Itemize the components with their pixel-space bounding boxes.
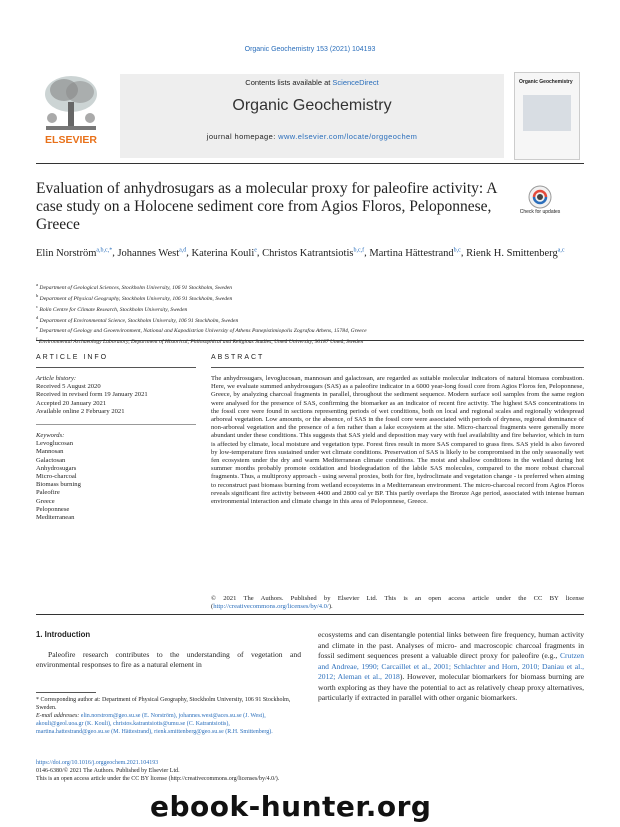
header-rule (36, 163, 584, 164)
author-4[interactable] (262, 248, 364, 259)
affiliation-key: d (36, 314, 39, 320)
footnote-rule (36, 692, 96, 693)
author-3[interactable] (192, 248, 257, 259)
affiliation-item (36, 281, 586, 292)
license-end: ). (328, 603, 333, 611)
corresponding-author-note: * Corresponding author at: Department of Physical Geography, Stockholm University, 106 91 Stockholm, Sweden. (36, 697, 291, 711)
affiliation-key: f (36, 336, 38, 342)
keyword: Mediterranean (36, 514, 75, 522)
check-for-updates-label: Check for updates (519, 209, 561, 215)
elsevier-wordmark: ELSEVIER (45, 134, 97, 146)
keywords-divider (36, 424, 196, 426)
keyword: Anhydrosugars (36, 464, 77, 472)
author-affiliation-marks: a,d (179, 247, 187, 253)
keyword: Levoglucosan (36, 440, 73, 448)
keyword: Biomass burning (36, 481, 81, 489)
abstract-text: The anhydrosugars, levoglucosan, mannosan and galactosan, are regarded as suitable molecular indicators of natural biomass combustion. Here, we evaluate summed anhydrosugars (SAS) as a paleofire indicator in a 6000 year-long fossil core from Agios Floros fen, Peloponnese, Greece, by analyzing charcoal fragments in parallel, throughout the sediment sequence. Modern surface soil samples from the same region were analysed for the presence of SAS, confirming the biomarker as an indicator of recent fire activity. The highest SAS concentrations in the fossil core were found in sections representing periods of wet conditions, both on local and regional scales and regionally widespread arboreal vegetation. Low amounts, or the absence, of SAS in the fossil core were associated with periods of dryness, regional dominance of non-arboreal vegetation and the presence of a fen rather than a lake ecosystem at the site. Micro-charcoal fragments were generally more abundant under these conditions. This suggests that SAS yield and deposition may vary with fuel availability and fire behavior, which in turn is affected by climate, local moisture and vegetation type. Forest fires result in more SAS compared to grass fires. SAS yield is also favored by low-temperature fires sustained under wet climate conditions. Preservation of SAS is likely to be compromised in the only seasonally wet fen ecosystem under the dry and warm Mediterranean climate conditions. The moist and shallow conditions in the wetland during hot summer months probably promote oxidation and biodegradation of the labile SAS molecules, compared to the more robust charcoal fragments. Thus, a multiproxy approach - using several proxies, both for fire, hydroclimate and vegetation change - is preferred when aiming to reconstruct past biomass burning from wetland ecosystems in a Mediterranean environment. The micro-charcoal record from Agios Floros reveals significant fire activity between 4400 and 2800 cal yr BP. This partly overlaps the Bronze Age period, associated with intense human environmental interaction and climate change in this area of Peloponnese, Greece. (211, 375, 584, 506)
keyword: Greece (36, 497, 55, 505)
history-item: Accepted 20 January 2021 (36, 399, 107, 407)
author-2[interactable] (117, 248, 186, 259)
history-item: Received 5 August 2020 (36, 383, 101, 391)
journal-title: Organic Geochemistry (232, 97, 392, 114)
journal-homepage (120, 132, 504, 141)
author-name: Christos Katrantsiotis (262, 247, 354, 259)
intro-text-end: ). However, molecular biomarkers for biomass burning are worth exploring as they have the potential to act as relatively cheap proxy alternatives, particularly if extracted in parallel with other organic biomarkers. (318, 672, 584, 702)
affiliation-item (36, 292, 586, 303)
author-name: Elin Norström (36, 247, 97, 259)
abstract-heading: ABSTRACT (211, 354, 265, 361)
author-5[interactable] (369, 248, 460, 259)
article-info-rule (36, 367, 196, 368)
author-6[interactable] (466, 248, 565, 259)
author-list: Elin Norström$^{a,b,c,*}$, Johannes West$^{a,d}$, Katerina Kouli$^e$, Christos Katrantsiotis$^{b,c,f}$, Martina Hättestrand$^{b,c}$, Rienk H. Smittenberg$^{a,c}$ (36, 247, 565, 259)
abstract-bottom-rule (36, 614, 584, 615)
affiliation-key: e (36, 325, 38, 331)
author-name: Katerina Kouli (191, 247, 255, 259)
keywords-label: Keywords: (36, 432, 65, 440)
affiliation-key: c (36, 303, 38, 309)
article-info-heading: ARTICLE INFO (36, 354, 109, 361)
author-affiliation-marks: a,b,c,* (96, 247, 113, 253)
citation-links[interactable]: Crutzen and Andreae, 1990; Carcaillet et al., 2001; Schlachter and Horn, 2010; Daniau et al., 2012; Aleman et al., 2018 (318, 651, 584, 681)
contents-line (120, 78, 504, 87)
affiliation-item (36, 314, 586, 325)
issn-line: 0146-6380/© 2021 The Authors. Published by Elsevier Ltd. (36, 767, 180, 774)
intro-paragraph: Paleofire research contributes to the understanding of vegetation and environmental responses to fire as a natural element in (36, 649, 301, 669)
author-name: Rienk H. Smittenberg (466, 247, 558, 259)
homepage-link[interactable]: www.elsevier.com/locate/orggeochem (278, 132, 418, 141)
author-affiliation-marks: e (254, 247, 257, 253)
author-affiliation-marks: a,c (557, 247, 565, 253)
affiliation-text: Department of Geology and Geoenvironment, National and Kapodistrian University of Athens Panepistimiopolis Zografou Athens, 15784, Greece (39, 328, 367, 335)
author-affiliation-marks: b,c (453, 247, 461, 253)
doi-link[interactable]: https://doi.org/10.1016/j.orggeochem.2021.104193 (36, 760, 159, 766)
keyword: Peloponnese (36, 505, 70, 513)
keyword: Galactosan (36, 456, 66, 464)
article-title: Evaluation of anhydrosugars as a molecular proxy for paleofire activity: A case study on a Holocene sediment core from Agios Floros, Peloponnese, Greece (36, 180, 497, 233)
keyword: Mannosan (36, 448, 64, 456)
cover-image (523, 95, 571, 131)
introduction-heading: 1. Introduction (36, 630, 91, 639)
footnotes (36, 696, 301, 736)
affiliation-list (36, 281, 586, 346)
license-link[interactable]: http://creativecommons.org/licenses/by/4.0/ (213, 603, 329, 611)
affiliation-text: Department of Environmental Science, Stockholm University, 106 91 Stockholm, Sweden (39, 317, 239, 324)
cover-title: Organic Geochemistry (519, 79, 573, 85)
license-statement (211, 595, 584, 611)
affiliation-key: b (36, 292, 39, 298)
affiliation-key: a (36, 282, 38, 287)
article-info-panel (36, 375, 196, 522)
email-addresses[interactable]: elin.norstrom@geo.su.se (E. Norström), johannes.west@aces.su.se (J. West), akouli@geol.uoa.gr (K. Kouli), christos.katrantsiotis@umu.se (C. Katrantsiotis), martina.hattestrand@geo.su.se (M. Hättestrand), rienk.smittenberg@geo.su.se (R.H. Smittenberg). (36, 713, 273, 735)
author-name: Martina Hättestrand (369, 247, 454, 259)
history-label: Article history: (36, 375, 77, 382)
affiliation-text: Bolin Centre for Climate Research, Stockholm University, Sweden (39, 306, 188, 313)
watermark-text: ebook-hunter.org (150, 790, 432, 823)
affiliation-text: Environmental Archaeology Laboratory, Department of Historical, Philosophical and Religious Studies, Umeå University, 90187 Umeå, Sweden (38, 339, 364, 346)
journal-cover-thumbnail[interactable] (514, 72, 580, 160)
affiliation-item (36, 303, 586, 314)
history-item: Received in revised form 19 January 2021 (36, 391, 148, 399)
intro-text: ecosystems and can disentangle potential links between fire frequency, human activity and climate in the past. Analyses of micro- and macroscopic charcoal fragments in fossil sediment sequences present a valuable direct proxy for paleofire (e.g., (318, 630, 584, 660)
email-note (36, 712, 301, 736)
email-label: E-mail addresses: (36, 713, 81, 719)
contents-prefix: Contents lists available at (245, 78, 333, 87)
sciencedirect-link[interactable]: ScienceDirect (332, 78, 379, 87)
license-text: © 2021 The Authors. Published by Elsevier Ltd. This is an open access article under the CC BY license ( (211, 595, 584, 611)
keyword: Micro-charcoal (36, 473, 77, 481)
intro-left-column (36, 630, 301, 671)
affiliation-text: Department of Geological Sciences, Stockholm University, 106 91 Stockholm, Sweden (39, 284, 233, 291)
abstract-rule (211, 367, 584, 368)
affiliation-rule (36, 340, 584, 341)
intro-paragraph-continued (318, 630, 584, 704)
page-footer (36, 760, 356, 783)
affiliation-text: Department of Physical Geography, Stockholm University, 106 91 Stockholm, Sweden (39, 295, 233, 302)
history-item: Available online 2 February 2021 (36, 407, 125, 415)
affiliation-item (36, 324, 586, 335)
keyword: Paleofire (36, 489, 60, 497)
citation-header[interactable]: Organic Geochemistry 153 (2021) 104193 (244, 46, 376, 53)
open-access-line: This is an open access article under the CC BY license (http://creativecommons.org/licenses/by/4.0/). (36, 775, 280, 782)
author-1[interactable] (36, 248, 112, 259)
intro-right-column (318, 630, 584, 704)
homepage-prefix: journal homepage: (206, 132, 279, 141)
author-affiliation-marks: b,c,f (353, 247, 365, 253)
author-name: Johannes West (117, 247, 180, 259)
